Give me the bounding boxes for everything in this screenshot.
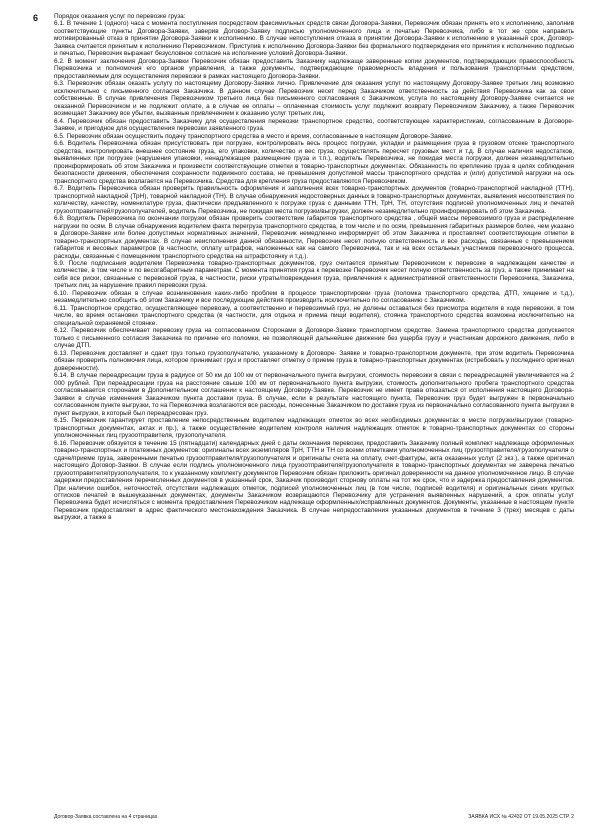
clause-paragraph: 6.16. Перевозчик обязуется в течение 15 (пятнадцати) календарных дней с даты окончания перевозки, предоставить Заказчику полный комплект надлежаще оформленных товарно-транспортных и платежных документов: оригиналы всех экземпляров ТрН, ТТН и ТН со всеми отметками уполномоченных лиц грузоотправителя/грузополучателя о сдаче/приеме груза, заверенными печатью грузоотправителя/грузополучателя и оригиналы счета на оплату, счет-фактуры, акта оказанных услуг (2 экз.), а также оригинал настоящего Договор-Заявки. В случае если подпись уполномоченного лица грузоотправителя/грузополучателя в товарно-транспортных документах не заверена печатью грузоотправителя/грузополучателя, то к указанному комплекту документов Перевозчик обязан приложить оригинал доверенности на данное уполномоченное лицо. В случае задержки предоставления перечисленных документов в указанный срок, Заказчик производит сторнову оплаты на тот же срок, что и задержка предоставления документов. При наличии ошибок, неточностей, отсутствии надлежащих отметок, подписей уполномоченных лиц (в том числе, подписей водителя) и оригинальных синих круглых оттисков печатей в вышеуказанных документах, документы Заказчиком возвращаются Перевозчику для устранения выявленных нарушений, а срок оплаты услуг Перевозчика будет исчисляться с момента предоставления Перевозчиком надлежаще оформленных/исправленных документов. Документы, указанные в настоящем пункте Перевозчик предоставляет в адрес фактического местонахождения Заказчика. В случае непредоставления указанных документов в течение 3 (трех) месяцев с даты выгрузки, а также в — [54, 439, 574, 522]
clause-paragraph: 6.2. В момент заключения Договора-Заявки Перевозчик обязан предоставить Заказчику надлежаще заверенные копии документов, подтверждающих правоспособность Перевозчика и полномочия его органов управления, а также документы, подтверждающие правомерность владения и пользования транспортным средством, предоставляемым для осуществления перевозки в рамках настоящего Договора-Заявки. — [54, 57, 574, 80]
clause-paragraph: 6.13. Перевозчик доставляет и сдает груз только грузополучателю, указанному в Договоре- Заявке и товарно-транспортном документе, при этом водитель Перевозчика обязан проверить полномочия лица, которое принимает груз и проставляет отметку о приеме груза в товарно-транспортных документах (истребовать у последнего оригинал доверенности). — [54, 349, 574, 372]
clause-paragraph: 6.10. Перевозчик обязан в случае возникновения каких-либо проблем в процессе транспортировки груза (поломка транспортного средства, ДТП, хищение и т.д.), незамедлительно сообщить об этом Заказчику и все последующие действия производить исключительно по согласованию с Заказчиком. — [54, 289, 574, 305]
clause-paragraph: 6.9. После подписания водителем Перевозчика товарно-транспортных документов, груз считается принятым Перевозчиком к перевозке в надлежащем качестве и количестве, в том числе и по весогабаритным параметрам. С момента принятия груза к перевозке Перевозчик несет полную ответственность за груз, а также принимает на себя все риски, связанные с перевозкой груза, в частности, риски утраты/повреждения груза, привлечения к административной ответственности Перевозчика, Заказчика, третьих лиц за нарушение правил перевозки груза. — [54, 259, 574, 290]
clause-paragraph: 6.6. Водитель Перевозчика обязан присутствовать при погрузке, контролировать весь процесс погрузки, укладки и размещения груза в грузовом отсеке транспортного средства, контролировать внешнее состояние груза, его упаковки, количество и вес груза, осуществлять пересчет грузовых мест и т.д. В случае наличия недостатков, выявленных при погрузке (нарушения упаковки, ненадлежащее размещение груза и т.п.), водитель Перевозчика, не покидая места погрузки, должен незамедлительно проинформировать об этом Заказчика и произвести соответствующие отметки в товарно-транспортных документах. Обязанность по креплению груза в целях соблюдения безопасности движения, обеспечения сохранности подвижного состава, не превышения допустимой массы транспортного средства и (или) допустимой нагрузки на ось транспортного средства возлагается на Перевозчика. Средства для крепления груза предоставляются Перевозчиком. — [54, 140, 574, 185]
paragraph-list — [54, 20, 574, 521]
section-title: Порядок оказания услуг по перевозке груза: — [54, 13, 186, 20]
clause-paragraph: 6.12. Перевозчик обеспечивает перевозку груза на согласованном Сторонами в Договоре-Заявке транспортном средстве. Замена транспортного средства допускается только с письменного согласия Заказчика по причине его поломки, не позволяющей дальнейшее движение без ущерба грузу и участникам дорожного движения, либо в случае ДТП. — [54, 327, 574, 350]
clause-paragraph: 6.1. В течение 1 (одного) часа с момента поступления посредством факсимильных средств связи Договора-Заявки, Перевозчик обязан принять его к исполнению, заполнив соответствующие пункты Договора-Заявки, заверив Договор-Заявку подписью уполномоченного лица и печатью Перевозчика, либо в тот же срок направить мотивированный отказ в принятии Договора-Заявки к исполнению. В случае непоступления отказа в принятии Договора-Заявки к исполнению в указанный срок, Договор-Заявка считается принятым к исполнению Перевозчиком. Приступив к исполнению Договора-Заявки без формального подтверждения его принятия к исполнению подписью и печатью, Перевозчик выражает безусловное согласие на исполнение условий Договора-Заявки. — [54, 20, 574, 58]
clause-paragraph: 6.7. Водитель Перевозчика обязан проверить правильность оформления и заполнения всех товарно-транспортных документов (товарно-транспортной накладной (ТТН), транспортной накладной (ТрН), товарной накладной (ТН). В случае обнаружения недостоверных данных в товарно-транспортных документах, выявления несоответствия по количеству, качеству, номенклатуре груза, фактически предъявленного к погрузке груза с данными ТТН, ТрН, ТН, отсутствия подписей уполномоченных лиц и печатей грузоотправителей/грузополучателей, водитель Перевозчика, не покидая места погрузки/выгрузки, должен незамедлительно проинформировать об этом Заказчика. — [54, 185, 574, 215]
page-footer — [54, 813, 574, 823]
clause-paragraph: 6.3. Перевозчик обязан оказать услугу по настоящему Договору-Заявке лично. Привлечение для оказания услуг по настоящему Договору-Заявке третьих лиц возможно исключительно с письменного согласия Заказчика. В данном случае Перевозчик несет перед Заказчиком ответственность за действия Перевозчика как за свои собственные. В случае привлечения Перевозчиком третьего лица без письменного согласования с Заказчиком, услуга по настоящему Договору-Заявке считается не оказанной Перевозчиком и не подлежит оплате, а в случае ее оплаты – оплаченная стоимость услуг подлежит возврату Перевозчиком Заказчику, а также Перевозчик возмещает Заказчику все убытки, вызванные привлечением к оказанию услуг третьих лиц. — [54, 80, 574, 118]
footer-request-ref: ЗАЯВКА ИСХ № 42432 ОТ 19.05.2025 СТР. 2 — [468, 814, 574, 820]
footer-pages-note: Договор-Заявка составлена на 4 страницах — [54, 814, 158, 820]
section-number: 6 — [33, 13, 39, 23]
section-content — [54, 13, 574, 806]
clause-paragraph: 6.14. В случае переадресации груза в радиусе от 50 км до 100 км от первоначального пункта выгрузки, стоимость перевозки в связи с переадресацией увеличивается на 2 000 рублей. При переадресации груза на расстояние свыше 100 км от первоначального пункта выгрузки, стоимость дополнительного пробега транспортного средства согласовывается сторонами в Дополнительном соглашении к настоящему Договору-Заявке. Перевозчик не имеет права отказаться от исполнения настоящего Договора-Заявки в случае изменения Заказчиком пункта доставки груза. В случае, если в результате настоящего пункта, Перевозчик груз будет выгружен в первоначально согласованном пункте выгрузки, то на Перевозчика возлагаются все расходы, понесенные Заказчиком по доставке груза из первоначально согласованного пункта выгрузки в пункт выгрузки, в который был переадресован груз. — [54, 372, 574, 417]
clause-paragraph: 6.4. Перевозчик обязан предоставить Заказчику для осуществления перевозки транспортное средство, соответствующее характеристикам, согласованным в Договоре-Заявке, и пригодное для осуществления перевозки заявленного груза. — [54, 117, 574, 133]
clause-paragraph: 6.11. Транспортное средство, осуществляющее перевозку, а соответственно и перевозимый груз, не должны оставаться без присмотра водителя в ходе перевозки, в том числе, во время остановки транспортного средства (в частности, для отдыха и приема пищи водителя), стоянка транспортного средства возможна исключительно на специальной охраняемой стоянке. — [54, 304, 574, 327]
clause-paragraph: 6.15. Перевозчик гарантирует проставление непосредственным водителем надлежащих отметок во всех необходимых документах в месте погрузки/выгрузки (товарно-транспортных документах, актах и пр.), а также осуществление водителем контроля наличия надлежащих отметок в товарно-транспортных документах со стороны уполномоченных лиц грузоотправителя, грузополучателя. — [54, 417, 574, 440]
clause-paragraph: 6.8. Водитель Перевозчика по окончании погрузки обязан проверить соответствие габаритов транспортного средства , общей массы перевозимого груза и распределение нагрузки по осям. В случае обнаружения водителем факта перегруза транспортного средства, в том числе и по осям, превышения габаритных размеров более, чем указано в Договоре-Заявке или более допустимых нормативных значений, Перевозчик немедленно информирует об этом Заказчика и проставляет соответствующие отметки в товарно-транспортных документах. В случае неисполнения данной обязанности, Перевозчик несет полную ответственность и все расходы, связанные с превышением габаритов и весовых параметров (в частности, оплату штрафов, наложенных как на самого Перевозчика, так и на всех остальных участников перевозочного процесса, расходы, связанные с помещением транспортного средства на штрафстоянку и т.д.). — [54, 215, 574, 260]
clause-paragraph: 6.5. Перевозчик обязан осуществить подачу транспортного средства в место и время, согласованные в настоящем Договоре-Заявке. — [54, 132, 453, 140]
